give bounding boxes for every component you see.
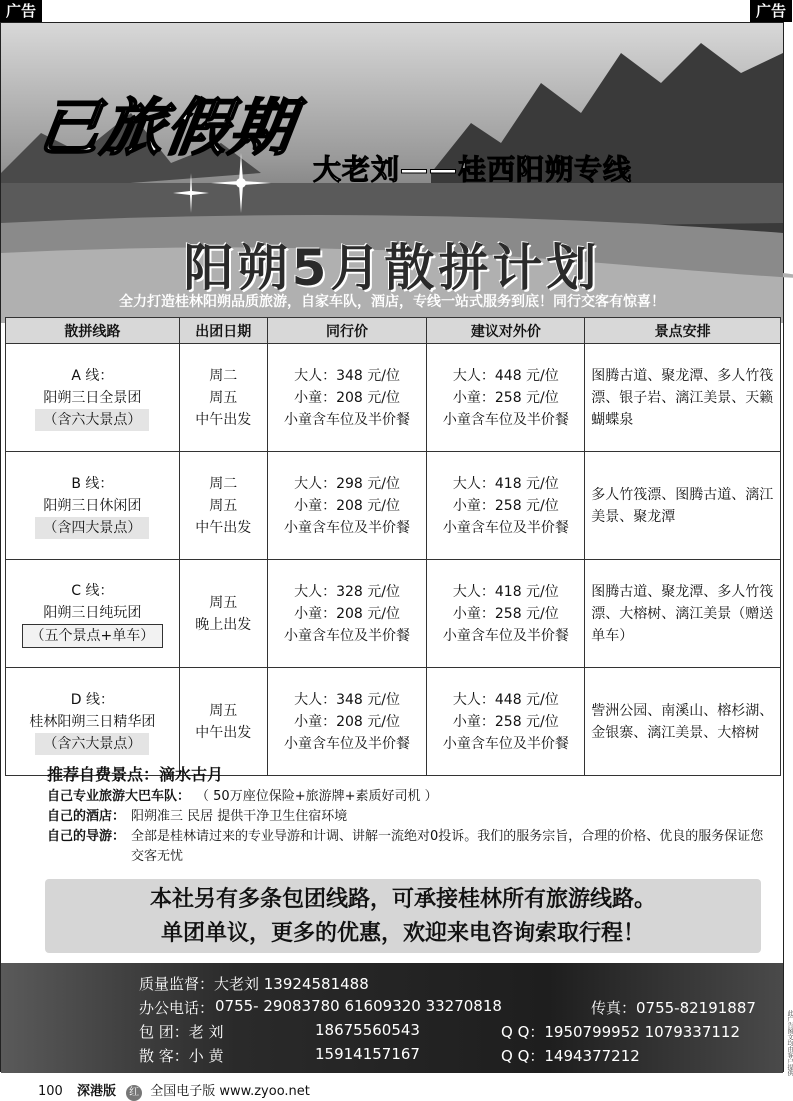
group-qq: Q Q：1950799952 1079337112: [501, 1023, 741, 1041]
price-adult: 大人：418 元/位: [452, 475, 559, 492]
route-feature: （含六大景点）: [35, 733, 149, 755]
price-note: 小童含车位及半价餐: [442, 519, 569, 536]
office-numbers: 0755- 29083780 61609320 33270818: [215, 997, 502, 1015]
recommended-attraction: 推荐自费景点：滴水古月: [47, 765, 224, 784]
date-line: 晚上出发: [195, 616, 252, 633]
route-code: D 线：: [70, 691, 114, 708]
price-child: 小童：208 元/位: [294, 497, 400, 514]
ad-label-left: 广告: [0, 0, 42, 22]
scatter-label: 散 客：小 黄: [139, 1047, 224, 1065]
office-label: 办公电话：: [139, 999, 215, 1017]
route-cell: [6, 344, 180, 452]
price-adult: 大人：328 元/位: [294, 583, 400, 600]
table-header-row: [6, 318, 781, 344]
route-feature: （含四大景点）: [35, 517, 149, 539]
price-adult: 大人：348 元/位: [294, 691, 400, 708]
scatter-phone: 15914157167: [315, 1045, 420, 1063]
date-line: 周二: [209, 475, 238, 492]
fax-number: 传真：0755-82191887: [591, 999, 756, 1017]
group-label: 包 团：老 刘: [139, 1023, 224, 1041]
date-line: 周五: [209, 389, 238, 406]
price-adult: 大人：448 元/位: [452, 367, 559, 384]
hero-banner: [1, 23, 783, 323]
plan-title: 阳朔5月散拼计划: [183, 239, 601, 297]
route-table: [5, 317, 781, 776]
hero-tagline: 全力打造桂林阳朔品质旅游，自家车队，酒店，专线一站式服务到底！同行交客有惊喜！: [119, 294, 665, 310]
scatter-qq: Q Q：1494377212: [501, 1047, 640, 1065]
ad-label-right: 广告: [750, 0, 792, 22]
table-row: [6, 344, 781, 452]
spots-cell: 图腾古道、聚龙潭、多人竹筏漂、银子岩、漓江美景、天籁蝴蝶泉: [585, 344, 781, 452]
route-name: 阳朔三日休闲团: [43, 497, 142, 514]
route-cell: [6, 668, 180, 776]
price-note: 小童含车位及半价餐: [442, 735, 569, 752]
header-retail-price: 建议对外价: [427, 318, 585, 344]
site-link[interactable]: 全国电子版 www.zyoo.net: [150, 1084, 310, 1099]
route-feature: （含六大景点）: [35, 409, 149, 431]
date-line: 周五: [209, 702, 238, 719]
date-cell: [179, 560, 267, 668]
date-line: 周五: [209, 594, 238, 611]
price-note: 小童含车位及半价餐: [442, 411, 569, 428]
table-row: [6, 560, 781, 668]
edition-badge-icon: 红: [126, 1085, 142, 1101]
guide-info: [47, 827, 767, 867]
header-spots: 景点安排: [585, 318, 781, 344]
route-code: A 线：: [71, 367, 114, 384]
advertisement-page: [0, 22, 784, 1072]
route-cell: [6, 452, 180, 560]
route-code: C 线：: [71, 582, 114, 599]
spots-cell: 图腾古道、聚龙潭、多人竹筏漂、大榕树、漓江美景（赠送单车）: [585, 560, 781, 668]
promo-line-1: 本社另有多条包团线路，可承接桂林所有旅游线路。: [149, 887, 656, 912]
header-route: 散拼线路: [6, 318, 180, 344]
edition-label: 深港版: [76, 1084, 116, 1099]
bus-value: （ 50万座位保险+旅游牌+素质好司机 ）: [196, 789, 438, 804]
contact-panel: [1, 963, 783, 1073]
peer-price-cell: [267, 560, 427, 668]
price-child: 小童：208 元/位: [294, 713, 400, 730]
price-child: 小童：258 元/位: [452, 605, 559, 622]
price-adult: 大人：348 元/位: [294, 367, 400, 384]
price-note: 小童含车位及半价餐: [284, 411, 411, 428]
page-number: 100: [38, 1084, 63, 1099]
peer-price-cell: [267, 344, 427, 452]
bus-label: 自己专业旅游大巴车队：: [47, 789, 191, 804]
spots-cell: 多人竹筏漂、图腾古道、漓江美景、聚龙潭: [585, 452, 781, 560]
header-date: 出团日期: [179, 318, 267, 344]
date-cell: [179, 344, 267, 452]
route-name: 阳朔三日全景团: [43, 389, 142, 406]
retail-price-cell: [427, 452, 585, 560]
service-info: [47, 765, 767, 867]
side-disclaimer: 此广告图文均由客户提供: [786, 1010, 793, 1076]
table-row: [6, 452, 781, 560]
route-cell: [6, 560, 180, 668]
hotel-label: 自己的酒店：: [47, 809, 126, 824]
date-line: 周五: [209, 497, 238, 514]
date-line: 中午出发: [195, 724, 252, 741]
date-cell: [179, 668, 267, 776]
price-adult: 大人：448 元/位: [452, 691, 559, 708]
page-footer: [38, 1080, 310, 1101]
retail-price-cell: [427, 668, 585, 776]
peer-price-cell: [267, 668, 427, 776]
guide-value: 全部是桂林请过来的专业导游和计调、讲解一流绝对0投诉。我们的服务宗旨，合理的价格、优良的服务保证您交客无忧: [131, 829, 764, 864]
price-child: 小童：208 元/位: [294, 389, 400, 406]
quality-supervision: 质量监督：大老刘 13924581488: [139, 975, 369, 993]
price-child: 小童：208 元/位: [294, 605, 400, 622]
route-feature: （五个景点+单车）: [22, 624, 164, 648]
group-phone: 18675560543: [315, 1021, 420, 1039]
price-child: 小童：258 元/位: [452, 389, 559, 406]
peer-price-cell: [267, 452, 427, 560]
price-note: 小童含车位及半价餐: [284, 735, 411, 752]
retail-price-cell: [427, 560, 585, 668]
route-code: B 线：: [71, 475, 114, 492]
hero-subtitle: 大老刘——桂西阳朔专线: [313, 153, 633, 186]
price-adult: 大人：418 元/位: [452, 583, 559, 600]
header-peer-price: 同行价: [267, 318, 427, 344]
price-note: 小童含车位及半价餐: [284, 519, 411, 536]
route-name: 桂林阳朔三日精华团: [29, 713, 156, 730]
price-note: 小童含车位及半价餐: [442, 627, 569, 644]
promo-banner: [45, 879, 761, 953]
price-note: 小童含车位及半价餐: [284, 627, 411, 644]
route-name: 阳朔三日纯玩团: [43, 604, 142, 621]
date-line: 中午出发: [195, 411, 252, 428]
price-adult: 大人：298 元/位: [294, 475, 400, 492]
spots-cell: 訾洲公园、南溪山、榕杉湖、金银寨、漓江美景、大榕树: [585, 668, 781, 776]
date-line: 中午出发: [195, 519, 252, 536]
hotel-value: 阳朔准三 民居 提供干净卫生住宿环境: [131, 809, 348, 824]
bus-info: [47, 787, 767, 807]
table-row: [6, 668, 781, 776]
price-child: 小童：258 元/位: [452, 497, 559, 514]
retail-price-cell: [427, 344, 585, 452]
guide-label: 自己的导游：: [47, 829, 126, 844]
promo-line-2: 单团单议，更多的优惠，欢迎来电咨询索取行程！: [160, 921, 645, 946]
date-line: 周二: [209, 367, 238, 384]
hotel-info: [47, 807, 767, 827]
brand-logo: 已旅假期: [33, 91, 300, 164]
price-child: 小童：258 元/位: [452, 713, 559, 730]
date-cell: [179, 452, 267, 560]
